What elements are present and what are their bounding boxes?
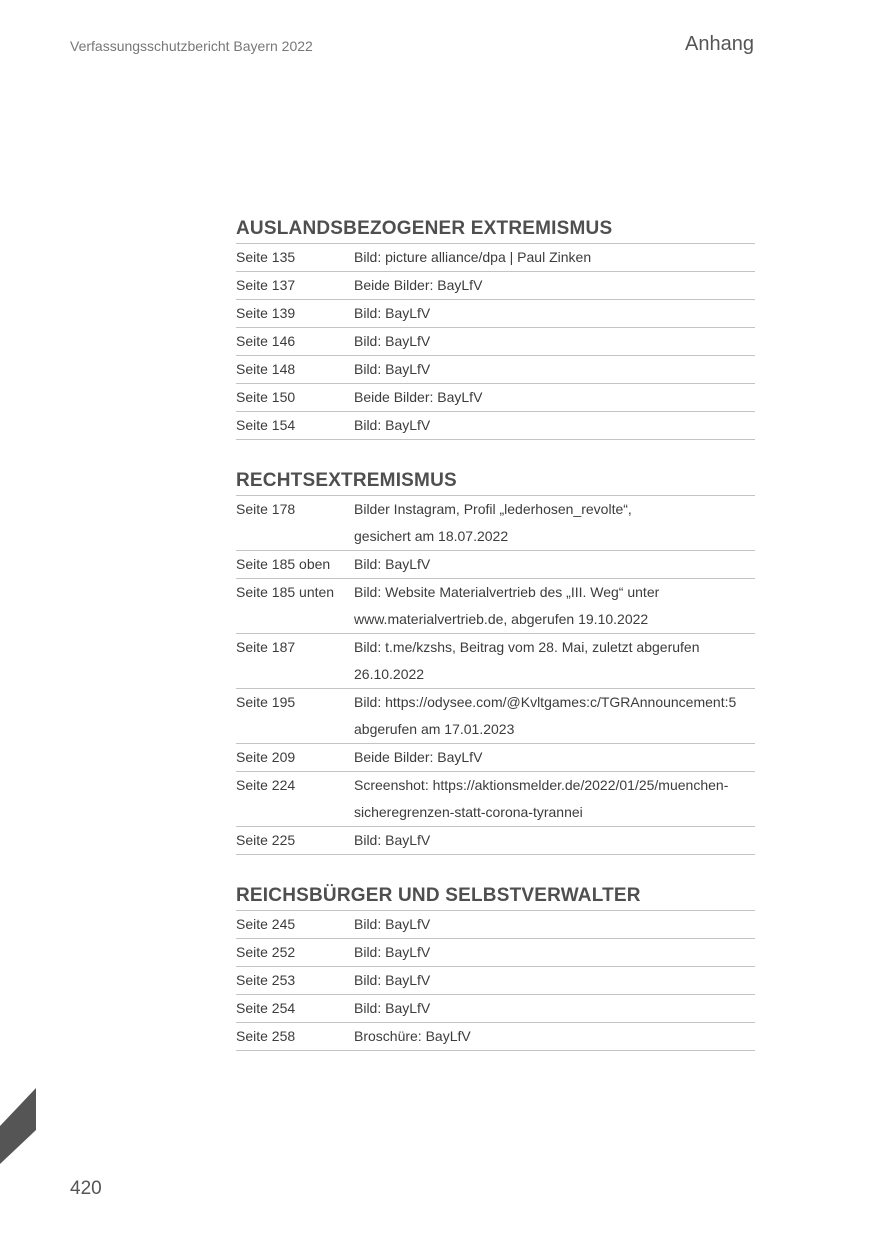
credits-section [236, 467, 755, 855]
table-row [236, 911, 755, 939]
image-credit [354, 384, 755, 411]
page-reference: Seite 148 [236, 361, 296, 377]
credit-line: Bild: BayLfV [354, 832, 431, 848]
page-reference: Seite 185 unten [236, 584, 335, 600]
credit-line: Bild: BayLfV [354, 556, 431, 572]
credit-line: Bild: BayLfV [354, 944, 431, 960]
credit-line: Broschüre: BayLfV [354, 1028, 471, 1044]
image-credit [354, 634, 755, 688]
image-credit [354, 772, 755, 826]
image-credit [354, 744, 755, 771]
table-row [236, 551, 755, 579]
page-reference: Seite 139 [236, 305, 296, 321]
corner-tab-mark [0, 1088, 36, 1164]
image-credit [354, 827, 755, 854]
image-credit [354, 689, 755, 743]
table-row [236, 384, 755, 412]
credit-line: Bild: BayLfV [354, 1000, 431, 1016]
image-credit [354, 412, 755, 439]
credit-line: gesichert am 18.07.2022 [354, 528, 509, 544]
credit-line: Bild: BayLfV [354, 972, 431, 988]
image-credit [354, 300, 755, 327]
credit-line: Bild: Website Materialvertrieb des „III. Weg“ unter [354, 584, 660, 600]
credit-line: sicheregrenzen-statt-corona-tyrannei [354, 804, 583, 820]
image-credit [354, 579, 755, 633]
table-row [236, 356, 755, 384]
page-reference: Seite 224 [236, 777, 296, 793]
credit-line: Bild: BayLfV [354, 916, 431, 932]
credit-line: Bilder Instagram, Profil „lederhosen_revolte“, [354, 501, 632, 517]
page-reference: Seite 195 [236, 694, 296, 710]
page-reference: Seite 150 [236, 389, 296, 405]
credit-line: Screenshot: https://aktionsmelder.de/2022/01/25/muenchen- [354, 777, 729, 793]
page-reference: Seite 178 [236, 501, 296, 517]
credits-table [236, 495, 755, 855]
page-reference: Seite 146 [236, 333, 296, 349]
credit-line: Bild: BayLfV [354, 333, 431, 349]
section-title: RECHTSEXTREMISMUS [236, 470, 457, 491]
page-reference: Seite 252 [236, 944, 296, 960]
page-reference: Seite 135 [236, 249, 296, 265]
table-row [236, 272, 755, 300]
credit-line: Beide Bilder: BayLfV [354, 277, 483, 293]
table-row [236, 827, 755, 855]
credits-section [236, 882, 755, 1051]
page-reference: Seite 154 [236, 417, 296, 433]
table-row [236, 689, 755, 744]
page-reference: Seite 209 [236, 749, 296, 765]
image-credit [354, 551, 755, 578]
page-reference: Seite 225 [236, 832, 296, 848]
page-number: 420 [70, 1178, 102, 1199]
image-credits-list [236, 215, 755, 1078]
page-reference: Seite 245 [236, 916, 296, 932]
credit-line: 26.10.2022 [354, 666, 425, 682]
image-credit [354, 939, 755, 966]
section-title: REICHSBÜRGER UND SELBSTVERWALTER [236, 885, 641, 906]
table-row [236, 772, 755, 827]
credit-line: Bild: BayLfV [354, 361, 431, 377]
chapter-title: Anhang [685, 33, 754, 55]
page-reference: Seite 254 [236, 1000, 296, 1016]
image-credit [354, 911, 755, 938]
credit-line: Bild: picture alliance/dpa | Paul Zinken [354, 249, 592, 265]
image-credit [354, 1023, 755, 1050]
table-row [236, 939, 755, 967]
image-credit [354, 328, 755, 355]
credit-line: Bild: t.me/kzshs, Beitrag vom 28. Mai, zuletzt abgerufen [354, 639, 700, 655]
image-credit [354, 272, 755, 299]
credit-line: abgerufen am 17.01.2023 [354, 721, 515, 737]
table-row [236, 995, 755, 1023]
page-reference: Seite 187 [236, 639, 296, 655]
section-title: AUSLANDSBEZOGENER EXTREMISMUS [236, 218, 613, 239]
credits-section [236, 215, 755, 440]
image-credit [354, 244, 755, 271]
table-row [236, 744, 755, 772]
credit-line: Beide Bilder: BayLfV [354, 389, 483, 405]
credit-line: www.materialvertrieb.de, abgerufen 19.10.2022 [354, 611, 649, 627]
credit-line: Bild: https://odysee.com/@Kvltgames:c/TGRAnnouncement:5 [354, 694, 737, 710]
table-row [236, 634, 755, 689]
credits-table [236, 243, 755, 440]
image-credit [354, 356, 755, 383]
page-reference: Seite 185 oben [236, 556, 331, 572]
page-reference: Seite 258 [236, 1028, 296, 1044]
image-credit [354, 496, 755, 550]
table-row [236, 412, 755, 440]
table-row [236, 328, 755, 356]
table-row [236, 1023, 755, 1051]
table-row [236, 300, 755, 328]
table-row [236, 244, 755, 272]
table-row [236, 496, 755, 551]
credit-line: Bild: BayLfV [354, 305, 431, 321]
credit-line: Beide Bilder: BayLfV [354, 749, 483, 765]
image-credit [354, 967, 755, 994]
credit-line: Bild: BayLfV [354, 417, 431, 433]
image-credit [354, 995, 755, 1022]
page-reference: Seite 137 [236, 277, 296, 293]
page-reference: Seite 253 [236, 972, 296, 988]
running-title: Verfassungsschutzbericht Bayern 2022 [70, 38, 313, 54]
table-row [236, 579, 755, 634]
table-row [236, 967, 755, 995]
credits-table [236, 910, 755, 1051]
